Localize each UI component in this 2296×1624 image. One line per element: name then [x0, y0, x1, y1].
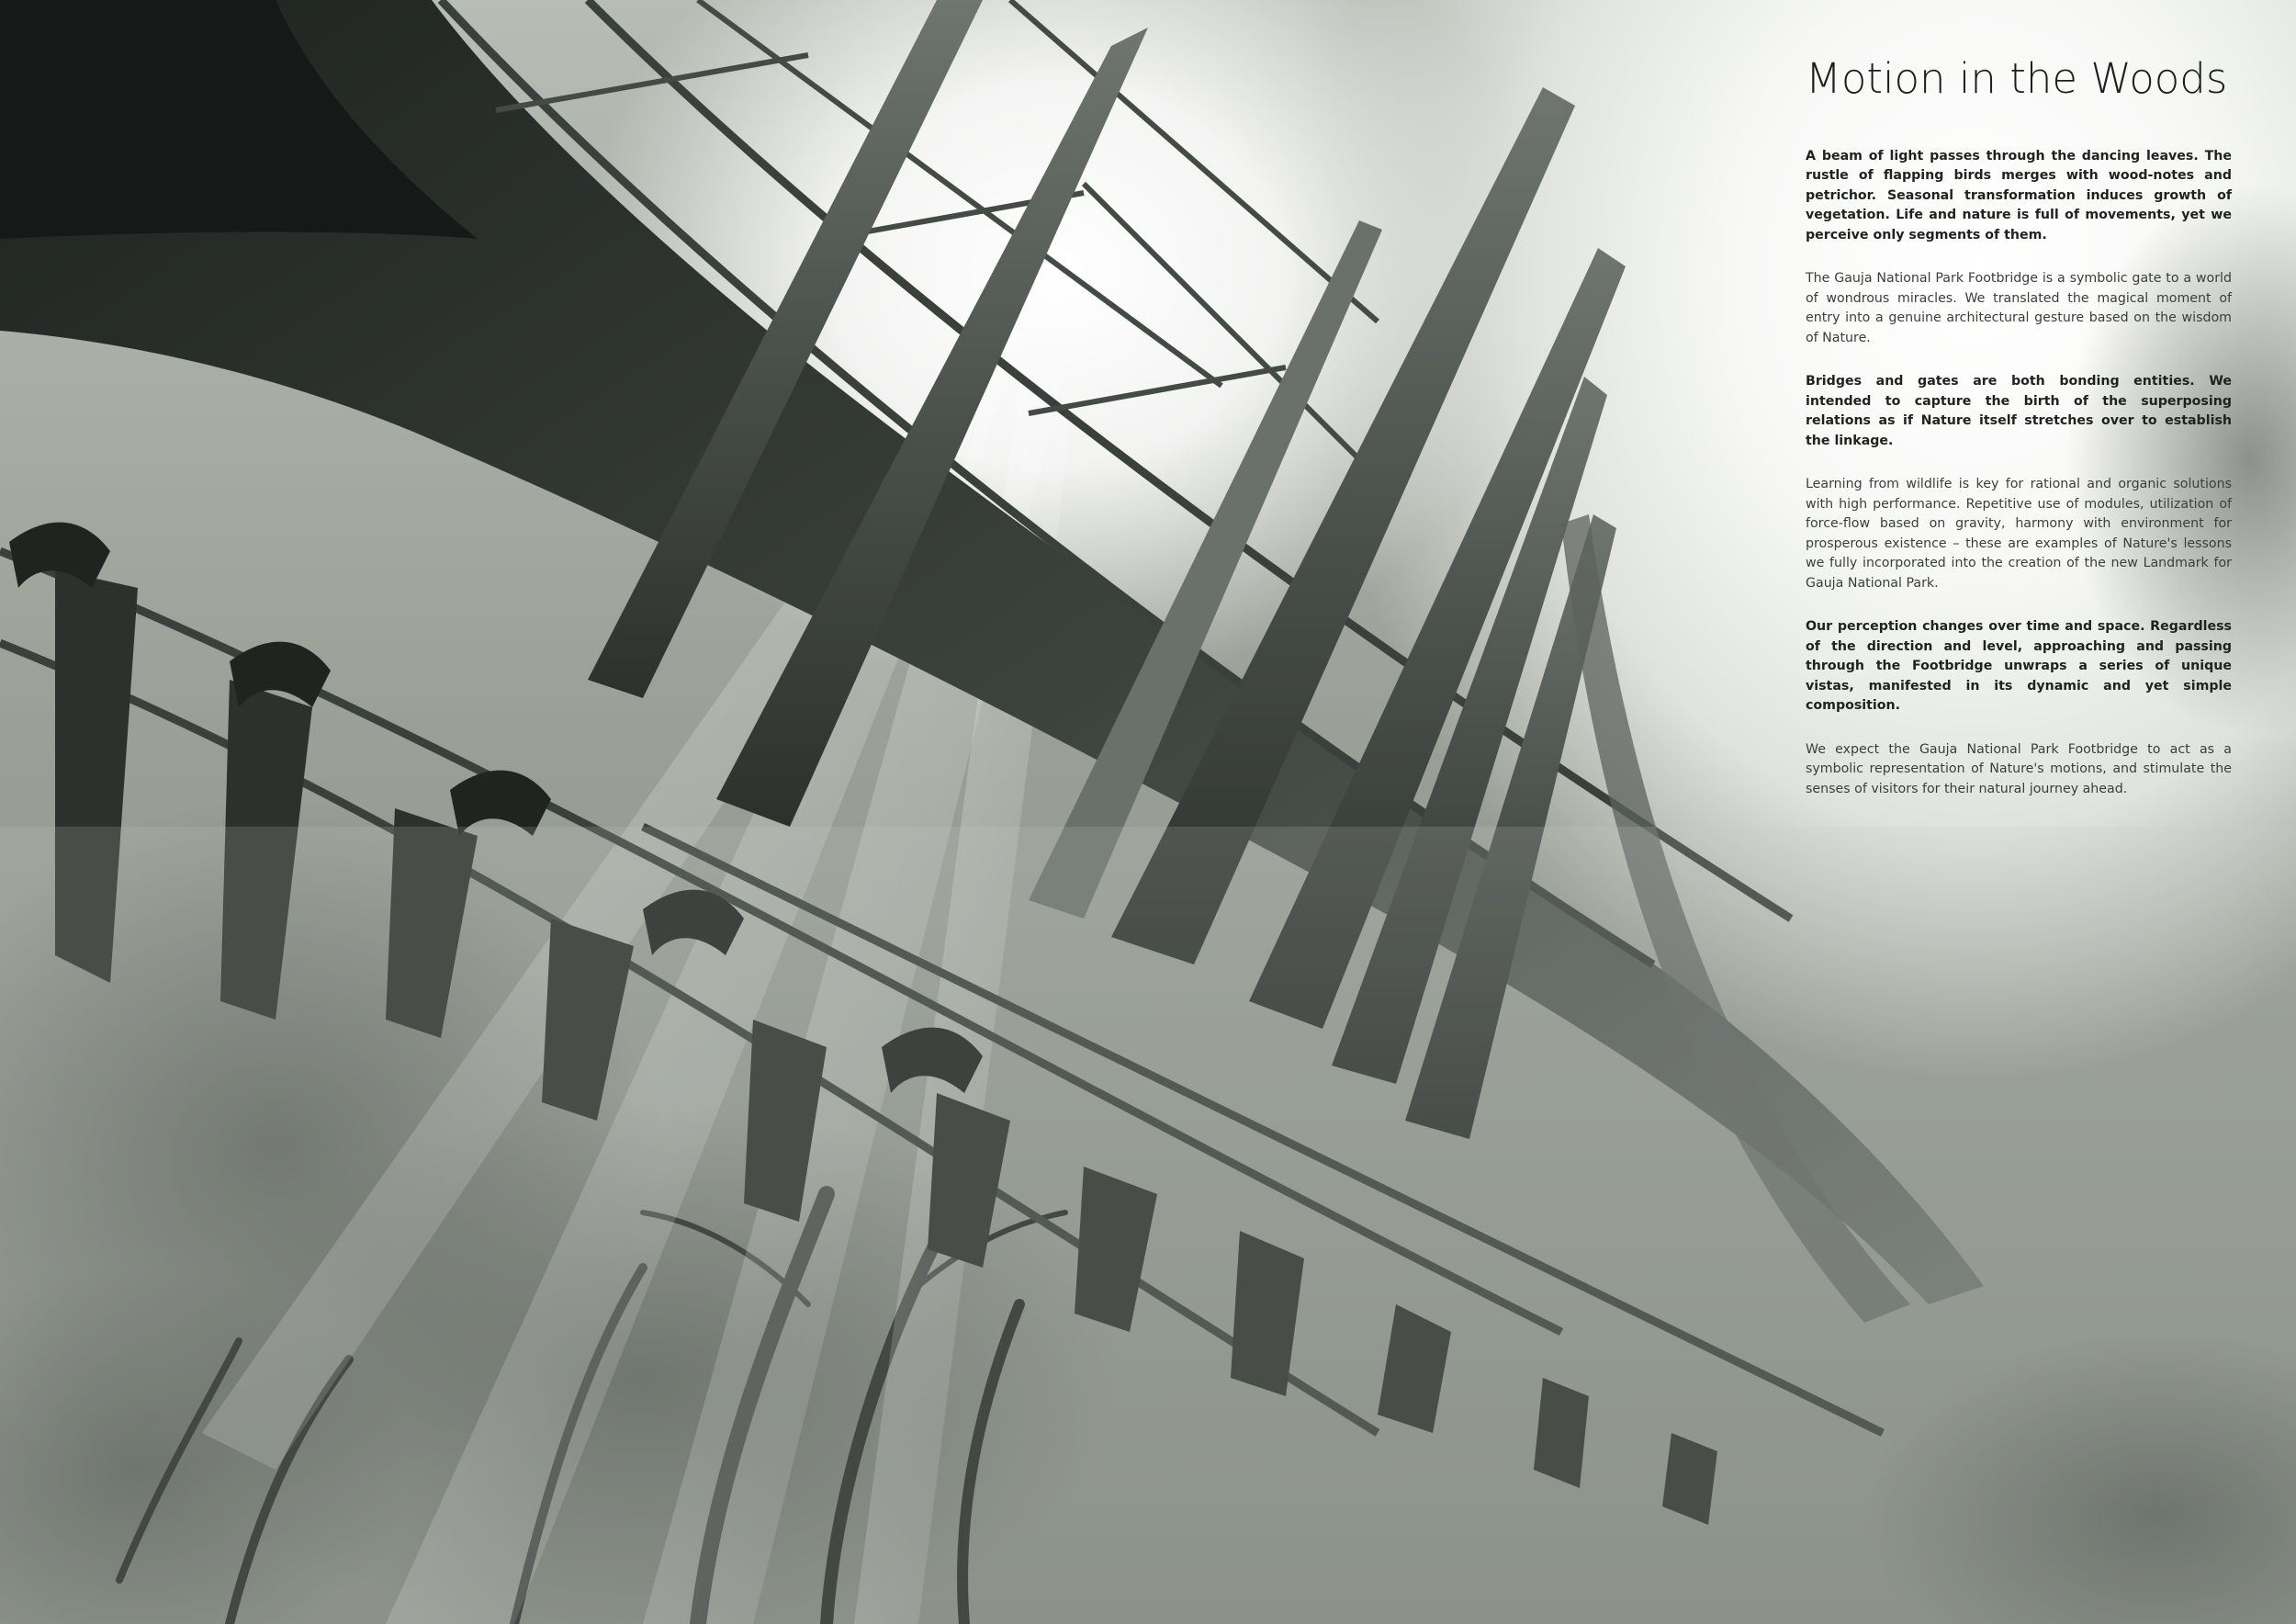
- page-title: Motion in the Woods: [1806, 54, 2228, 103]
- text-panel: [1806, 55, 2232, 823]
- paragraph-3: Bridges and gates are both bonding entities. We intended to capture the birth of the superposing relations as if Nature itself stretches over to establish the linkage.: [1806, 374, 2232, 448]
- paragraph-2: The Gauja National Park Footbridge is a symbolic gate to a world of wondrous miracles. We translated the magical moment of entry into a genuine architectural gesture based on the wisdom of Nature.: [1806, 271, 2232, 345]
- paragraph-6: We expect the Gauja National Park Footbridge to act as a symbolic representation of Nature's motions, and stimulate the senses of visitors for their natural journey ahead.: [1806, 741, 2232, 796]
- paragraph-5: Our perception changes over time and space. Regardless of the direction and level, approaching and passing through the Footbridge unwraps a series of unique vistas, manifested in its dynamic and yet simple composition.: [1806, 619, 2232, 714]
- fog-veil: [0, 827, 2296, 1624]
- paragraph-4: Learning from wildlife is key for rational and organic solutions with high performance. Repetitive use of modules, utilization of force-flow based on gravity, harmony with environment for prosperous existence – these are examples of Nature's lessons we fully incorporated into the creation of the new Landmark for Gauja National Park.: [1806, 477, 2232, 591]
- paragraph-1: A beam of light passes through the dancing leaves. The rustle of flapping birds merges with wood-notes and petrichor. Seasonal transformation induces growth of vegetation. Life and nature is full of movements, yet we perceive only segments of them.: [1806, 148, 2232, 242]
